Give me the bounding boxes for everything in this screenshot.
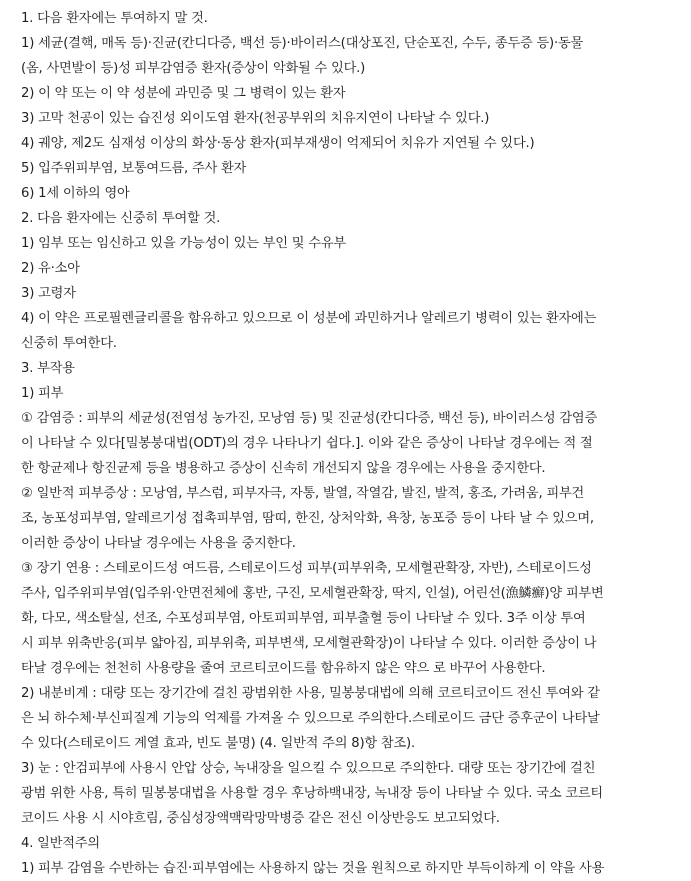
text-line: 조, 농포성피부염, 알레르기성 접촉피부염, 땀띠, 한진, 상처악화, 욕창, 농포증 등이 나타 날 수 있으며, bbox=[21, 511, 594, 526]
text-line: 수 있다(스테로이드 계열 효과, 빈도 불명) (4. 일반적 주의 8)항 참조). bbox=[21, 736, 415, 751]
text-line: 광범 위한 사용, 특히 밀봉붕대법을 사용할 경우 후낭하백내장, 녹내장 등이 나타날 수 있다. 국소 코르티 bbox=[21, 786, 603, 801]
text-line: 신중히 투여한다. bbox=[21, 336, 117, 351]
text-line: ③ 장기 연용 : 스테로이드성 여드름, 스테로이드성 피부(피부위축, 모세혈관확장, 자반), 스테로이드성 bbox=[21, 561, 592, 576]
text-line: 1) 임부 또는 임신하고 있을 가능성이 있는 부인 및 수유부 bbox=[21, 236, 346, 251]
text-line: 1) 피부 bbox=[21, 386, 64, 401]
text-line: (옴, 사면발이 등)성 피부감염증 환자(증상이 악화될 수 있다.) bbox=[21, 61, 366, 76]
document-body bbox=[21, 6, 687, 881]
text-line: 2) 유·소아 bbox=[21, 261, 80, 276]
text-line: 화, 다모, 색소탈실, 선조, 수포성피부염, 아토피피부염, 피부출혈 등이 나타날 수 있다. 3주 이상 투여 bbox=[21, 611, 586, 626]
text-line: ② 일반적 피부증상 : 모낭염, 부스럼, 피부자극, 자통, 발열, 작열감, 발진, 발적, 홍조, 가려움, 피부건 bbox=[21, 486, 585, 501]
text-line: 코이드 사용 시 시야흐림, 중심성장액맥락망막병증 같은 전신 이상반응도 보고되었다. bbox=[21, 811, 500, 826]
text-line: 5) 입주위피부염, 보통여드름, 주사 환자 bbox=[21, 161, 247, 176]
text-line: 4) 이 약은 프로필렌글리콜을 함유하고 있으므로 이 성분에 과민하거나 알레르기 병력이 있는 환자에는 bbox=[21, 311, 597, 326]
text-line: 3) 고막 천공이 있는 습진성 외이도염 환자(천공부위의 치유지연이 나타날 수 있다.) bbox=[21, 111, 490, 126]
text-line: 한 항균제나 항진균제 등을 병용하고 증상이 신속히 개선되지 않을 경우에는 사용을 중지한다. bbox=[21, 461, 546, 476]
text-line: 4. 일반적주의 bbox=[21, 836, 100, 851]
text-line: 이 나타날 수 있다[밀봉붕대법(ODT)의 경우 나타나기 쉽다.]. 이와 같은 증상이 나타날 경우에는 적 절 bbox=[21, 436, 593, 451]
text-line: 1) 피부 감염을 수반하는 습진·피부염에는 사용하지 않는 것을 원칙으로 하지만 부득이하게 이 약을 사용 bbox=[21, 861, 605, 876]
text-line: 2. 다음 환자에는 신중히 투여할 것. bbox=[21, 211, 221, 226]
text-line: 3. 부작용 bbox=[21, 361, 75, 376]
text-line: 타날 경우에는 천천히 사용량을 줄여 코르티코이드를 함유하지 않은 약으 로 바꾸어 사용한다. bbox=[21, 661, 546, 676]
text-line: 이러한 증상이 나타날 경우에는 사용을 중지한다. bbox=[21, 536, 296, 551]
text-line: 3) 눈 : 안검피부에 사용시 안압 상승, 녹내장을 일으킬 수 있으므로 주의한다. 대량 또는 장기간에 걸친 bbox=[21, 761, 596, 776]
text-line: 3) 고령자 bbox=[21, 286, 76, 301]
text-line: 2) 이 약 또는 이 약 성분에 과민증 및 그 병력이 있는 환자 bbox=[21, 86, 346, 101]
text-line: 시 피부 위축반응(피부 얇아짐, 피부위축, 피부변색, 모세혈관확장)이 나타날 수 있다. 이러한 증상이 나 bbox=[21, 636, 597, 651]
text-line: 2) 내분비계 : 대량 또는 장기간에 걸친 광범위한 사용, 밀봉붕대법에 의해 코르티코이드 전신 투여와 같 bbox=[21, 686, 600, 701]
text-line: 6) 1세 이하의 영아 bbox=[21, 186, 130, 201]
text-line: 은 뇌 하수체·부신피질계 기능의 억제를 가져올 수 있으므로 주의한다.스테로이드 금단 증후군이 나타날 bbox=[21, 711, 600, 726]
text-line: 1. 다음 환자에는 투여하지 말 것. bbox=[21, 11, 208, 26]
text-line: 주사, 입주위피부염(입주위·안면전체에 홍반, 구진, 모세혈관확장, 딱지, 인설), 어린선(漁鱗癬)양 피부변 bbox=[21, 586, 604, 601]
text-line: 4) 궤양, 제2도 심재성 이상의 화상·동상 환자(피부재생이 억제되어 치유가 지연될 수 있다.) bbox=[21, 136, 535, 151]
text-line: 1) 세균(결핵, 매독 등)·진균(칸디다증, 백선 등)·바이러스(대상포진, 단순포진, 수두, 종두증 등)·동물 bbox=[21, 36, 584, 51]
text-line: ① 감염증 : 피부의 세균성(전염성 농가진, 모낭염 등) 및 진균성(칸디다증, 백선 등), 바이러스성 감염증 bbox=[21, 411, 597, 426]
